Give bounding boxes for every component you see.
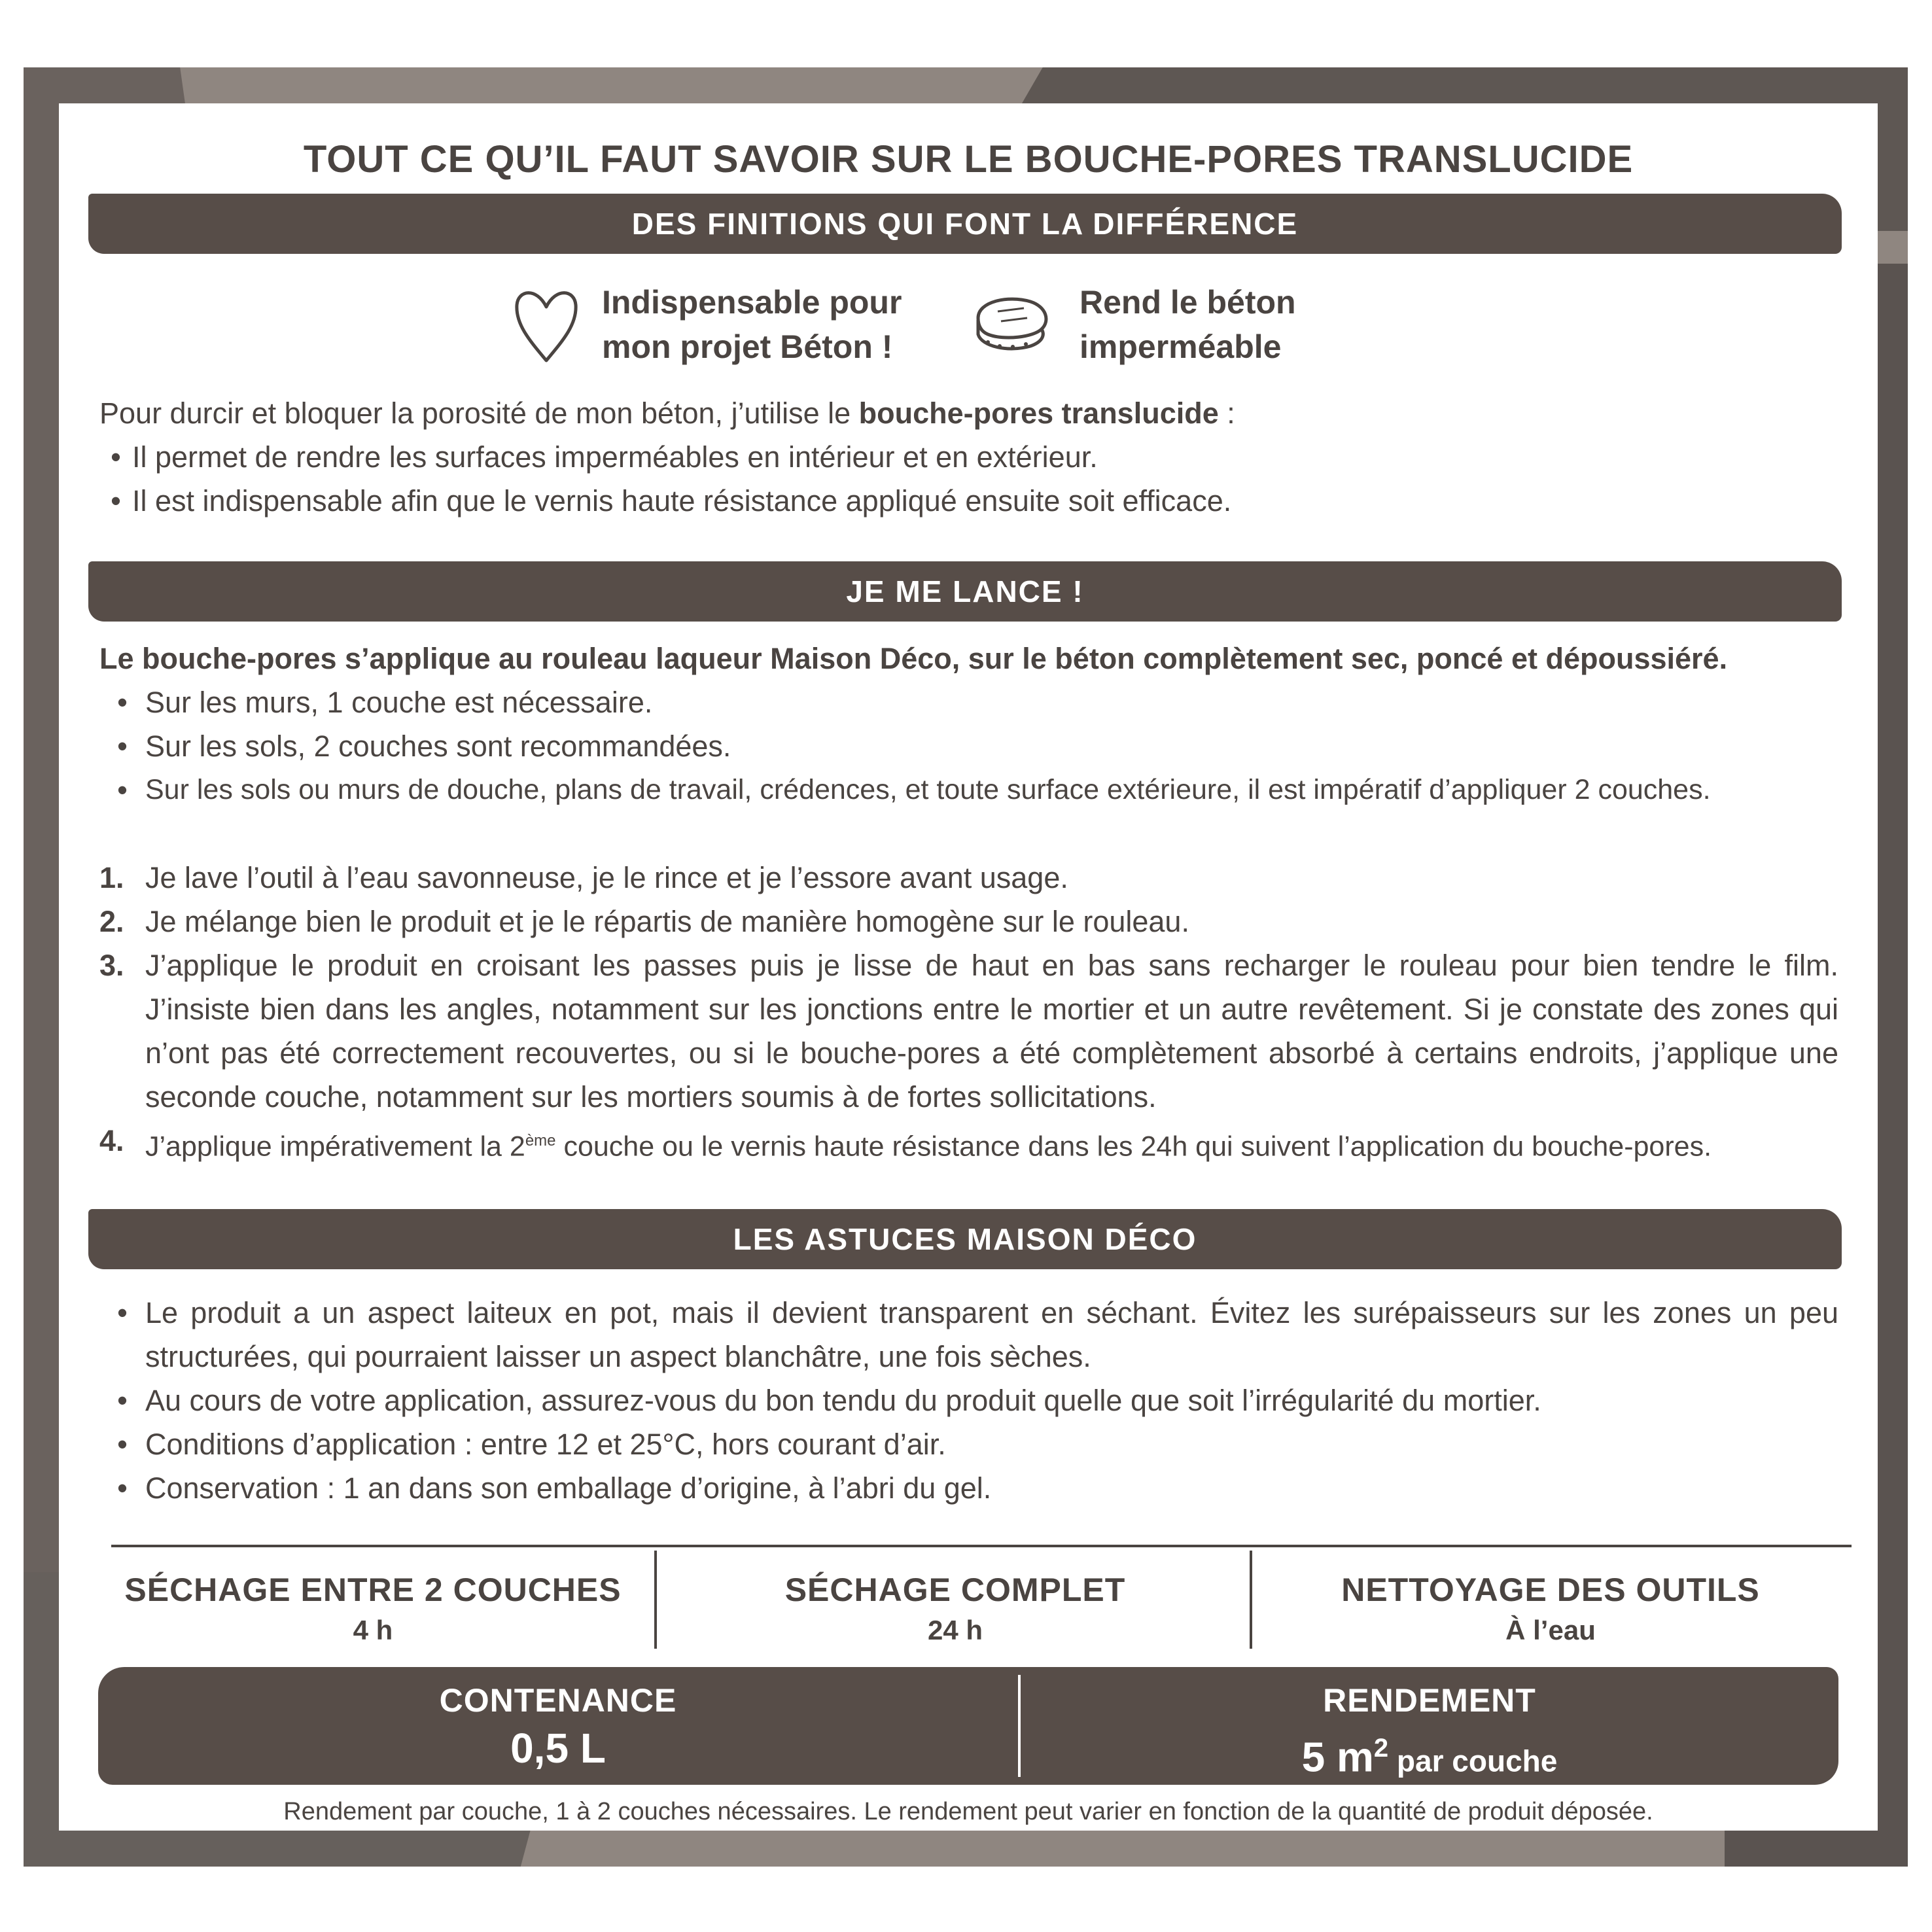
list-item: • Sur les sols, 2 couches sont recommandées. [99, 724, 1838, 768]
list-item [99, 943, 1838, 1119]
sponge-pore [998, 344, 1002, 348]
feature-sponge-line1: Rend le béton [1080, 284, 1296, 321]
intro-bullet-1: Il permet de rendre les surfaces imperméables en intérieur et en extérieur. [132, 440, 1098, 474]
application-section [99, 637, 1838, 1168]
list-item: • Il est indispensable afin que le vernis haute résistance appliqué ensuite soit efficace. [99, 479, 1838, 523]
yield-suffix: par couche [1388, 1744, 1558, 1778]
step-number: 4. [99, 1124, 124, 1157]
application-lead: Le bouche-pores s’applique au rouleau laqueur Maison Déco, sur le béton complètement sec, poncé et dépoussiéré. [99, 642, 1728, 675]
stat-label: SÉCHAGE COMPLET [784, 1572, 1126, 1608]
yield-label: RENDEMENT [1323, 1682, 1536, 1719]
step-4-text [145, 1119, 1838, 1168]
step-4-text-a: J’applique impérativement la 2 [145, 1131, 525, 1163]
application-bullet-2: Sur les sols, 2 couches sont recommandées. [145, 729, 731, 763]
application-bullet-1: Sur les murs, 1 couche est nécessaire. [145, 686, 653, 719]
intro-line [99, 391, 1838, 435]
section-banner-astuces: LES ASTUCES MAISON DÉCO [88, 1209, 1842, 1269]
stat-nettoyage [1256, 1569, 1845, 1650]
step-2-text: Je mélange bien le produit et je le répartis de manière homogène sur le rouleau. [145, 905, 1189, 938]
tip-bullet-2: Au cours de votre application, assurez-vous du bon tendu du produit quelle que soit l’irrégularité du mortier. [145, 1384, 1541, 1417]
section-banner-finitions: DES FINITIONS QUI FONT LA DIFFÉRENCE [88, 194, 1842, 254]
step-number: 1. [99, 861, 124, 894]
stat-divider [654, 1551, 657, 1649]
capacity-yield-band [98, 1667, 1838, 1785]
yield-unit-sup: 2 [1373, 1734, 1389, 1763]
list-item [99, 1119, 1838, 1168]
step-number: 3. [99, 949, 124, 982]
feature-sponge-line2: imperméable [1080, 328, 1282, 365]
step-4-sup: ème [525, 1132, 556, 1150]
feature-heart [510, 280, 902, 369]
heart-icon [510, 282, 582, 367]
step-3-text: J’applique le produit en croisant les passes puis je lisse de haut en bas sans recharger le rouleau pour bien tendre le film. J’insiste bien dans les angles, notamment sur les jonctions entre le mortier et un autre revêtement. Si je constate des zones qui n’ont pas été correctement recouvertes, ou si le bouche-pores a été complètement absorbé à certains endroits, j’applique une seconde couche, notamment sur les mortiers soumis à de fortes sollicitations. [145, 949, 1838, 1114]
list-item [99, 856, 1838, 900]
stat-value: 24 h [927, 1615, 983, 1645]
info-card [59, 103, 1878, 1831]
list-item [99, 900, 1838, 943]
stats-top-rule [111, 1545, 1852, 1547]
capacity-block [98, 1679, 1018, 1774]
tips-section [99, 1291, 1838, 1510]
sponge-icon [962, 282, 1060, 367]
yield-block [1021, 1679, 1838, 1787]
step-1-text: Je lave l’outil à l’eau savonneuse, je le rince et je l’essore avant usage. [145, 861, 1068, 894]
intro-end: : [1218, 396, 1235, 430]
stat-value: À l’eau [1505, 1615, 1596, 1645]
sponge-pore [1011, 345, 1015, 349]
page-title: TOUT CE QU’IL FAUT SAVOIR SUR LE BOUCHE-PORES TRANSLUCIDE [303, 138, 1634, 181]
step-4-text-b: couche ou le vernis haute résistance dans les 24h qui suivent l’application du bouche-pores. [555, 1131, 1712, 1163]
stat-sechage-complet [661, 1569, 1250, 1650]
capacity-label: CONTENANCE [439, 1682, 677, 1719]
stat-label: NETTOYAGE DES OUTILS [1341, 1572, 1760, 1608]
intro-bullet-2: Il est indispensable afin que le vernis haute résistance appliqué ensuite soit efficace. [132, 484, 1232, 518]
yield-value [1021, 1722, 1838, 1787]
sponge-pore [986, 340, 990, 344]
feature-heart-line1: Indispensable pour [602, 284, 902, 321]
feature-heart-line2: mon projet Béton ! [602, 328, 893, 365]
list-item: • Sur les sols ou murs de douche, plans de travail, crédences, et toute surface extérieure, il est impératif d’appliquer 2 couches. [99, 768, 1838, 812]
list-item: • Il permet de rendre les surfaces imperméables en intérieur et en extérieur. [99, 435, 1838, 479]
intro-paragraph [99, 391, 1838, 523]
step-number: 2. [99, 905, 124, 938]
tip-bullet-1: Le produit a un aspect laiteux en pot, mais il devient transparent en séchant. Évitez les surépaisseurs sur les zones un peu structurées, qui pourraient laisser un aspect blanchâtre, une fois sèches. [145, 1296, 1838, 1373]
list-item: • Sur les murs, 1 couche est nécessaire. [99, 680, 1838, 724]
list-item: • Conditions d’application : entre 12 et 25°C, hors courant d’air. [99, 1422, 1838, 1466]
intro-bold: bouche-pores translucide [858, 396, 1219, 430]
yield-number: 5 m [1301, 1733, 1374, 1781]
stat-value: 4 h [353, 1615, 393, 1645]
section-banner-je-me-lance: JE ME LANCE ! [88, 561, 1842, 622]
list-item: • Le produit a un aspect laiteux en pot, mais il devient transparent en séchant. Évitez les surépaisseurs sur les zones un peu structurées, qui pourraient laisser un aspect blanchâtre, une fois sèches. [99, 1291, 1838, 1379]
tip-bullet-4: Conservation : 1 an dans son emballage d’origine, à l’abri du gel. [145, 1471, 992, 1505]
stat-divider [1250, 1551, 1252, 1649]
stat-sechage-2-couches [98, 1569, 648, 1650]
stat-label: SÉCHAGE ENTRE 2 COUCHES [124, 1572, 622, 1608]
tip-bullet-3: Conditions d’application : entre 12 et 25°C, hors courant d’air. [145, 1428, 946, 1461]
sponge-pore [1024, 342, 1028, 346]
feature-sponge [962, 280, 1296, 369]
list-item: • Au cours de votre application, assurez-vous du bon tendu du produit quelle que soit l’irrégularité du mortier. [99, 1379, 1838, 1422]
intro-text: Pour durcir et bloquer la porosité de mon béton, j’utilise le [99, 396, 859, 430]
capacity-value: 0,5 L [510, 1725, 606, 1772]
list-item: • Conservation : 1 an dans son emballage d’origine, à l’abri du gel. [99, 1466, 1838, 1510]
application-bullet-3: Sur les sols ou murs de douche, plans de travail, crédences, et toute surface extérieure, il est impératif d’appliquer 2 couches. [145, 774, 1711, 805]
footnote: Rendement par couche, 1 à 2 couches nécessaires. Le rendement peut varier en fonction de la quantité de produit déposée. [283, 1798, 1653, 1825]
